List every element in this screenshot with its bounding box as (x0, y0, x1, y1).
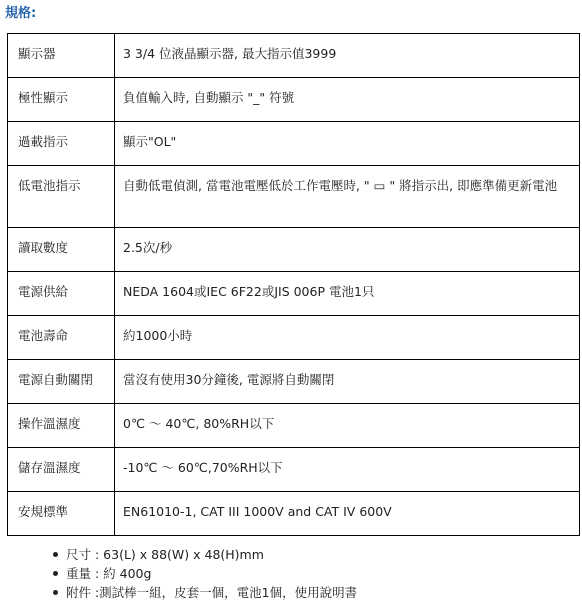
spec-label: 電池壽命 (8, 316, 115, 360)
spec-table (7, 33, 580, 536)
spec-label: 儲存溫濕度 (8, 448, 115, 492)
spec-value: NEDA 1604或IEC 6F22或JIS 006P 電池1只 (115, 272, 580, 316)
spec-label: 讀取數度 (8, 228, 115, 272)
spec-label: 顯示器 (8, 34, 115, 78)
spec-row (8, 360, 580, 404)
spec-value: 約1000小時 (115, 316, 580, 360)
spec-row (8, 228, 580, 272)
extra-text: 附件 :測試棒一組，皮套一個，電池1個，使用說明書 (66, 585, 358, 600)
extra-text: 重量 : 約 400g (66, 566, 152, 581)
spec-label: 安規標準 (8, 492, 115, 536)
section-heading: 規格: (5, 6, 37, 21)
spec-value: 3 3/4 位液晶顯示器, 最大指示值3999 (115, 34, 580, 78)
spec-value: 負值輸入時, 自動顯示 "_" 符號 (115, 78, 580, 122)
spec-row (8, 404, 580, 448)
spec-row (8, 448, 580, 492)
spec-label: 電源自動關閉 (8, 360, 115, 404)
extra-text: 尺寸 : 63(L) x 88(W) x 48(H)mm (66, 547, 264, 562)
spec-label: 電源供給 (8, 272, 115, 316)
bullet-icon (53, 590, 58, 595)
spec-value: 2.5次/秒 (115, 228, 580, 272)
spec-row (8, 272, 580, 316)
spec-label: 操作溫濕度 (8, 404, 115, 448)
spec-row (8, 166, 580, 228)
spec-row (8, 122, 580, 166)
bullet-icon (53, 552, 58, 557)
spec-value: 0℃ ～ 40℃, 80%RH以下 (115, 404, 580, 448)
spec-row (8, 316, 580, 360)
spec-label: 極性顯示 (8, 78, 115, 122)
spec-value: 當沒有使用30分鐘後, 電源將自動關閉 (115, 360, 580, 404)
spec-row (8, 34, 580, 78)
spec-value: 自動低電偵測, 當電池電壓低於工作電壓時, " ▭ " 將指示出, 即應準備更新電池 (115, 166, 580, 228)
spec-row (8, 78, 580, 122)
extras-list (48, 545, 357, 602)
list-item (48, 583, 357, 602)
list-item (48, 564, 357, 583)
bullet-icon (53, 571, 58, 576)
spec-value: -10℃ ～ 60℃,70%RH以下 (115, 448, 580, 492)
spec-label: 過載指示 (8, 122, 115, 166)
spec-row (8, 492, 580, 536)
spec-label: 低電池指示 (8, 166, 115, 228)
spec-value: 顯示"OL" (115, 122, 580, 166)
spec-value: EN61010-1, CAT III 1000V and CAT IV 600V (115, 492, 580, 536)
list-item (48, 545, 357, 564)
